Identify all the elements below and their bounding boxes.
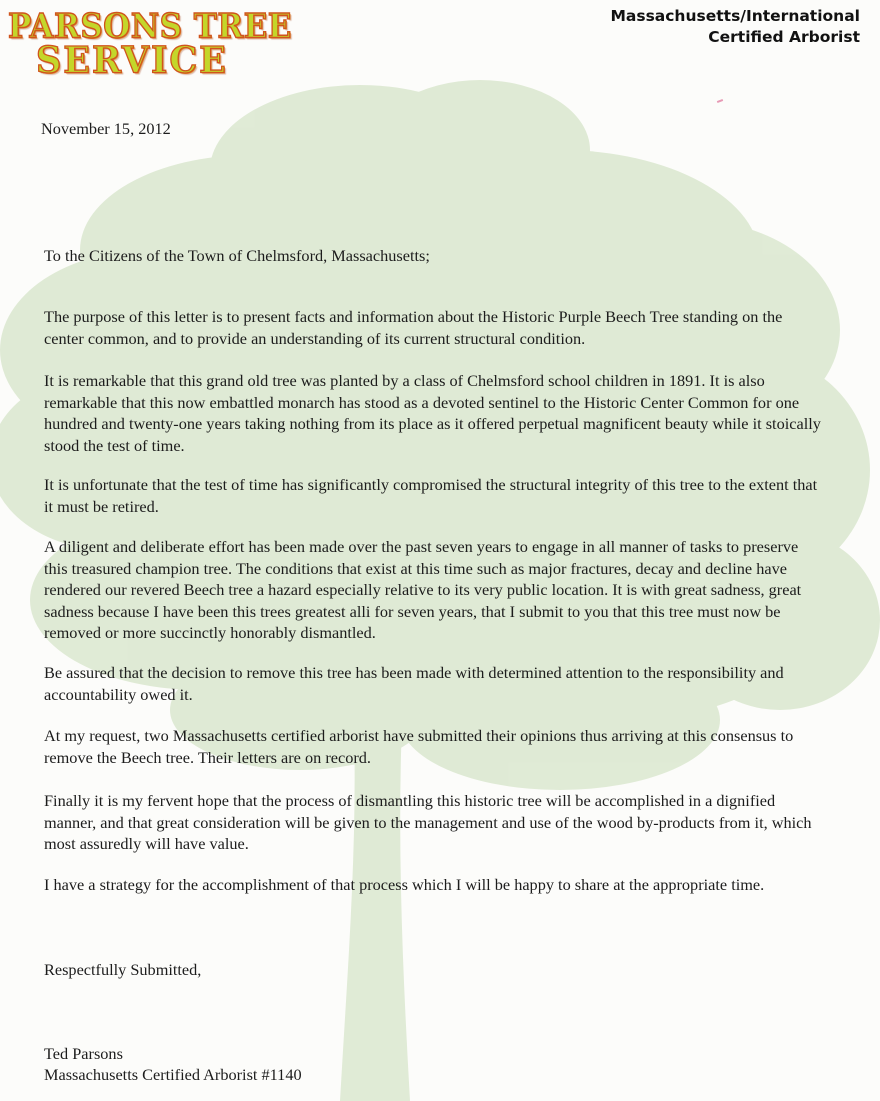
paragraph-effort: A diligent and deliberate effort has been made over the past seven years to engage in all manner of tasks to preserve this treasured champion tree. The conditions that exist at this time such as major fractures, decay and decline have rendered our revered Beech tree a hazard especially relative to its very public location. It is with great sadness, great sadness because I have been this trees greatest alli for seven years, that I submit to you that this tree must now be removed or more succinctly honorably dismantled. bbox=[44, 537, 802, 642]
paragraph-consensus: At my request, two Massachusetts certified arborist have submitted their opinions thus arriving at this consensus to remove the Beech tree. Their letters are on record. bbox=[44, 726, 794, 767]
logo-text-line2: SERVICE bbox=[36, 38, 228, 82]
paragraph-hope: Finally it is my fervent hope that the process of dismantling this historic tree will be accomplished in a dignified manner, and that great consideration will be given to the management and use of the wood by-products from it, which most assuredly will have value. bbox=[44, 791, 812, 853]
paragraph-history: It is remarkable that this grand old tree was planted by a class of Chelmsford school children in 1891. It is also remarkable that this now embattled monarch has stood as a devoted sentinel to the Historic Center Common for one hundred and twenty-one years taking nothing from its place as it offered perpetual magnificent beauty while it stoically stood the test of time. bbox=[44, 371, 821, 455]
letter-closing: Respectfully Submitted, bbox=[44, 960, 202, 979]
letter-date: November 15, 2012 bbox=[41, 119, 171, 138]
signature-name: Ted Parsons bbox=[44, 1044, 123, 1063]
logo-text-line1: PARSONS TREE bbox=[8, 6, 292, 47]
letter-salutation: To the Citizens of the Town of Chelmsford, Massachusetts; bbox=[44, 246, 430, 265]
paragraph-decision: Be assured that the decision to remove this tree has been made with determined attention to the responsibility and accountability owed it. bbox=[44, 663, 784, 704]
paragraph-strategy: I have a strategy for the accomplishment of that process which I will be happy to share at the appropriate time. bbox=[44, 875, 765, 894]
signature-title: Massachusetts Certified Arborist #1140 bbox=[44, 1065, 302, 1084]
cert-line1: Massachusetts/International bbox=[610, 7, 860, 25]
paragraph-condition: It is unfortunate that the test of time has significantly compromised the structural integrity of this tree to the extent that it must be retired. bbox=[44, 475, 818, 516]
cert-line2: Certified Arborist bbox=[708, 28, 860, 46]
paragraph-purpose: The purpose of this letter is to present facts and information about the Historic Purple Beech Tree standing on the center common, and to provide an understanding of its current structural condition. bbox=[44, 307, 783, 348]
